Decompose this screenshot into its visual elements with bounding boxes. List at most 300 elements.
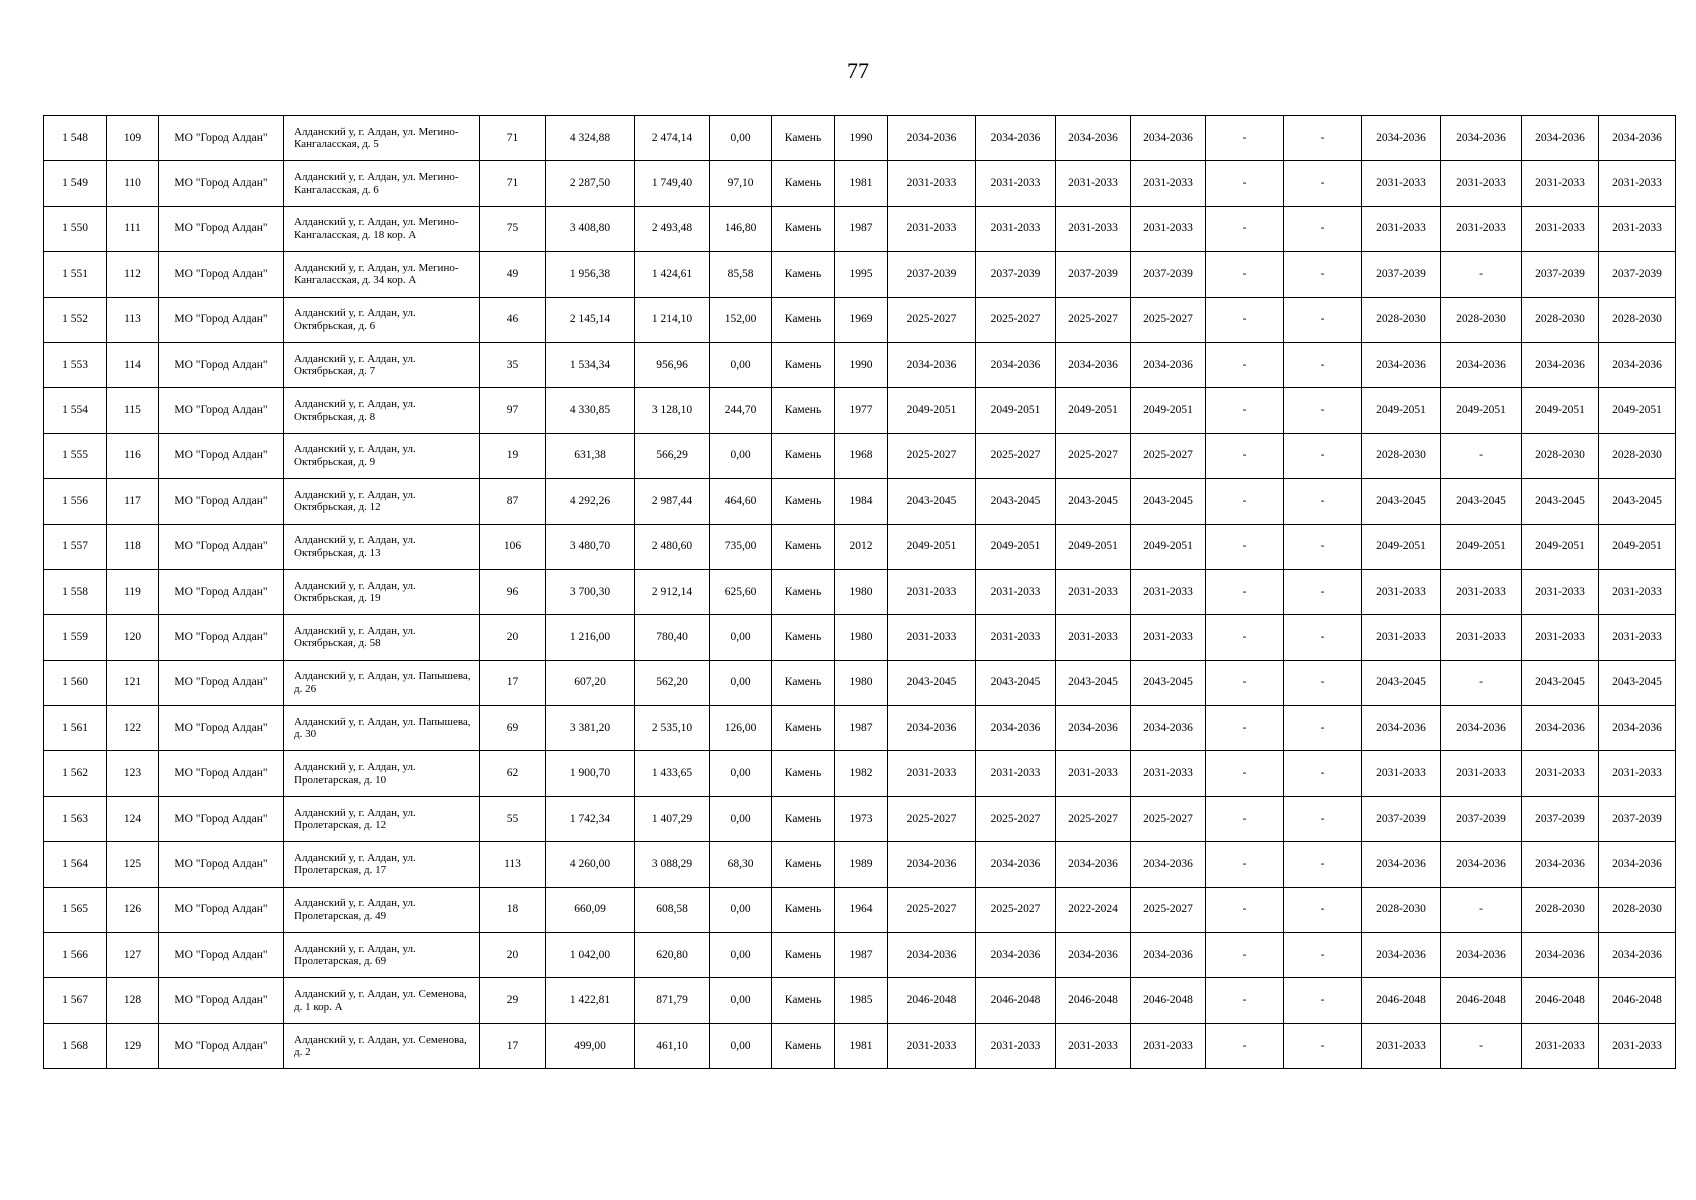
- cell-row-index: 1 552: [44, 297, 107, 342]
- cell-period-2: 2025-2027: [976, 297, 1056, 342]
- table-row: [44, 933, 1676, 978]
- cell-total-area: 2 145,14: [546, 297, 635, 342]
- cell-wall-material: Камень: [772, 297, 835, 342]
- cell-wall-material: Камень: [772, 252, 835, 297]
- cell-period-9: 2031-2033: [1522, 615, 1599, 660]
- cell-period-10: 2034-2036: [1599, 842, 1676, 887]
- table-row: [44, 116, 1676, 161]
- cell-nonresidential-area: 0,00: [710, 615, 772, 660]
- cell-nonresidential-area: 244,70: [710, 388, 772, 433]
- cell-row-index: 1 563: [44, 796, 107, 841]
- cell-period-4: 2034-2036: [1131, 116, 1206, 161]
- cell-build-year: 1987: [835, 706, 888, 751]
- cell-row-number: 110: [107, 161, 159, 206]
- cell-period-1: 2031-2033: [888, 751, 976, 796]
- table-row: [44, 342, 1676, 387]
- cell-nonresidential-area: 0,00: [710, 751, 772, 796]
- cell-period-6: -: [1284, 569, 1362, 614]
- cell-total-area: 1 216,00: [546, 615, 635, 660]
- cell-residents-count: 71: [480, 116, 546, 161]
- cell-living-area: 956,96: [635, 342, 710, 387]
- cell-period-1: 2037-2039: [888, 252, 976, 297]
- page-number: 77: [847, 58, 869, 83]
- cell-period-5: -: [1206, 479, 1284, 524]
- cell-build-year: 1973: [835, 796, 888, 841]
- cell-period-8: 2028-2030: [1441, 297, 1522, 342]
- cell-row-index: 1 555: [44, 433, 107, 478]
- cell-period-3: 2031-2033: [1056, 751, 1131, 796]
- cell-row-number: 127: [107, 933, 159, 978]
- cell-period-5: -: [1206, 978, 1284, 1023]
- cell-living-area: 1 214,10: [635, 297, 710, 342]
- cell-period-5: -: [1206, 887, 1284, 932]
- cell-period-9: 2034-2036: [1522, 116, 1599, 161]
- cell-period-8: 2037-2039: [1441, 796, 1522, 841]
- cell-period-7: 2037-2039: [1362, 796, 1441, 841]
- cell-living-area: 620,80: [635, 933, 710, 978]
- cell-residents-count: 96: [480, 569, 546, 614]
- cell-total-area: 4 292,26: [546, 479, 635, 524]
- cell-residents-count: 69: [480, 706, 546, 751]
- cell-period-1: 2031-2033: [888, 569, 976, 614]
- cell-period-2: 2034-2036: [976, 706, 1056, 751]
- cell-period-3: 2031-2033: [1056, 161, 1131, 206]
- cell-period-7: 2031-2033: [1362, 569, 1441, 614]
- cell-period-6: -: [1284, 978, 1362, 1023]
- cell-nonresidential-area: 126,00: [710, 706, 772, 751]
- cell-municipality: МО "Город Алдан": [159, 1023, 284, 1068]
- cell-period-2: 2025-2027: [976, 433, 1056, 478]
- cell-period-3: 2025-2027: [1056, 796, 1131, 841]
- cell-municipality: МО "Город Алдан": [159, 206, 284, 251]
- cell-period-5: -: [1206, 342, 1284, 387]
- cell-address: Алданский у, г. Алдан, ул. Октябрьская, д. 12: [284, 479, 480, 524]
- cell-period-10: 2028-2030: [1599, 433, 1676, 478]
- cell-nonresidential-area: 152,00: [710, 297, 772, 342]
- cell-build-year: 1980: [835, 569, 888, 614]
- cell-period-2: 2031-2033: [976, 161, 1056, 206]
- cell-period-9: 2031-2033: [1522, 206, 1599, 251]
- cell-wall-material: Камень: [772, 751, 835, 796]
- cell-row-index: 1 548: [44, 116, 107, 161]
- cell-total-area: 1 956,38: [546, 252, 635, 297]
- cell-nonresidential-area: 0,00: [710, 978, 772, 1023]
- cell-period-7: 2034-2036: [1362, 342, 1441, 387]
- table-row: [44, 433, 1676, 478]
- cell-period-3: 2049-2051: [1056, 388, 1131, 433]
- cell-period-6: -: [1284, 796, 1362, 841]
- cell-period-10: 2034-2036: [1599, 342, 1676, 387]
- cell-row-number: 118: [107, 524, 159, 569]
- cell-period-2: 2031-2033: [976, 1023, 1056, 1068]
- cell-build-year: 1987: [835, 206, 888, 251]
- cell-period-5: -: [1206, 161, 1284, 206]
- cell-wall-material: Камень: [772, 206, 835, 251]
- cell-build-year: 1990: [835, 116, 888, 161]
- cell-period-4: 2034-2036: [1131, 842, 1206, 887]
- cell-address: Алданский у, г. Алдан, ул. Пролетарская, д. 49: [284, 887, 480, 932]
- cell-period-1: 2049-2051: [888, 388, 976, 433]
- cell-period-10: 2049-2051: [1599, 388, 1676, 433]
- table-row: [44, 388, 1676, 433]
- cell-row-index: 1 554: [44, 388, 107, 433]
- cell-period-3: 2034-2036: [1056, 842, 1131, 887]
- cell-total-area: 1 422,81: [546, 978, 635, 1023]
- cell-period-1: 2043-2045: [888, 479, 976, 524]
- cell-municipality: МО "Город Алдан": [159, 252, 284, 297]
- cell-wall-material: Камень: [772, 615, 835, 660]
- cell-row-index: 1 549: [44, 161, 107, 206]
- cell-total-area: 1 042,00: [546, 933, 635, 978]
- cell-nonresidential-area: 0,00: [710, 433, 772, 478]
- cell-row-number: 113: [107, 297, 159, 342]
- cell-period-7: 2028-2030: [1362, 297, 1441, 342]
- cell-wall-material: Камень: [772, 569, 835, 614]
- cell-period-6: -: [1284, 524, 1362, 569]
- cell-residents-count: 106: [480, 524, 546, 569]
- cell-total-area: 1 742,34: [546, 796, 635, 841]
- cell-period-1: 2034-2036: [888, 933, 976, 978]
- cell-period-6: -: [1284, 479, 1362, 524]
- table-row: [44, 842, 1676, 887]
- cell-period-5: -: [1206, 1023, 1284, 1068]
- cell-build-year: 1981: [835, 1023, 888, 1068]
- cell-period-10: 2031-2033: [1599, 569, 1676, 614]
- cell-period-10: 2049-2051: [1599, 524, 1676, 569]
- cell-row-number: 112: [107, 252, 159, 297]
- cell-address: Алданский у, г. Алдан, ул. Папышева, д. 30: [284, 706, 480, 751]
- table-row: [44, 252, 1676, 297]
- cell-period-2: 2049-2051: [976, 388, 1056, 433]
- cell-row-number: 109: [107, 116, 159, 161]
- cell-address: Алданский у, г. Алдан, ул. Октябрьская, д. 9: [284, 433, 480, 478]
- cell-address: Алданский у, г. Алдан, ул. Пролетарская, д. 10: [284, 751, 480, 796]
- cell-period-8: -: [1441, 1023, 1522, 1068]
- table-row: [44, 978, 1676, 1023]
- table-row: [44, 1023, 1676, 1068]
- table-row: [44, 660, 1676, 705]
- cell-period-4: 2049-2051: [1131, 388, 1206, 433]
- cell-address: Алданский у, г. Алдан, ул. Семенова, д. 2: [284, 1023, 480, 1068]
- cell-wall-material: Камень: [772, 706, 835, 751]
- cell-row-index: 1 560: [44, 660, 107, 705]
- cell-living-area: 2 987,44: [635, 479, 710, 524]
- cell-nonresidential-area: 0,00: [710, 796, 772, 841]
- cell-period-6: -: [1284, 660, 1362, 705]
- cell-period-7: 2034-2036: [1362, 116, 1441, 161]
- cell-nonresidential-area: 464,60: [710, 479, 772, 524]
- cell-period-9: 2037-2039: [1522, 252, 1599, 297]
- cell-period-7: 2049-2051: [1362, 388, 1441, 433]
- cell-period-8: -: [1441, 252, 1522, 297]
- cell-residents-count: 20: [480, 933, 546, 978]
- cell-nonresidential-area: 85,58: [710, 252, 772, 297]
- cell-period-10: 2043-2045: [1599, 660, 1676, 705]
- cell-address: Алданский у, г. Алдан, ул. Октябрьская, д. 19: [284, 569, 480, 614]
- cell-period-6: -: [1284, 887, 1362, 932]
- cell-nonresidential-area: 0,00: [710, 1023, 772, 1068]
- cell-period-8: 2031-2033: [1441, 751, 1522, 796]
- cell-period-4: 2031-2033: [1131, 206, 1206, 251]
- cell-living-area: 2 474,14: [635, 116, 710, 161]
- cell-period-8: 2034-2036: [1441, 842, 1522, 887]
- cell-period-9: 2043-2045: [1522, 479, 1599, 524]
- cell-period-7: 2028-2030: [1362, 887, 1441, 932]
- cell-period-10: 2028-2030: [1599, 887, 1676, 932]
- cell-period-5: -: [1206, 252, 1284, 297]
- cell-residents-count: 62: [480, 751, 546, 796]
- cell-period-1: 2031-2033: [888, 615, 976, 660]
- cell-period-3: 2034-2036: [1056, 933, 1131, 978]
- cell-residents-count: 20: [480, 615, 546, 660]
- cell-build-year: 1982: [835, 751, 888, 796]
- cell-period-5: -: [1206, 524, 1284, 569]
- cell-address: Алданский у, г. Алдан, ул. Мегино-Кангаласская, д. 6: [284, 161, 480, 206]
- cell-total-area: 4 324,88: [546, 116, 635, 161]
- cell-period-3: 2031-2033: [1056, 615, 1131, 660]
- cell-period-2: 2034-2036: [976, 842, 1056, 887]
- cell-address: Алданский у, г. Алдан, ул. Октябрьская, д. 8: [284, 388, 480, 433]
- cell-living-area: 1 749,40: [635, 161, 710, 206]
- cell-build-year: 1980: [835, 615, 888, 660]
- cell-build-year: 1989: [835, 842, 888, 887]
- cell-period-4: 2034-2036: [1131, 706, 1206, 751]
- table-row: [44, 706, 1676, 751]
- cell-municipality: МО "Город Алдан": [159, 388, 284, 433]
- cell-period-9: 2046-2048: [1522, 978, 1599, 1023]
- cell-period-7: 2034-2036: [1362, 842, 1441, 887]
- cell-period-6: -: [1284, 615, 1362, 660]
- table-row: [44, 524, 1676, 569]
- cell-period-6: -: [1284, 706, 1362, 751]
- cell-period-1: 2043-2045: [888, 660, 976, 705]
- cell-period-4: 2031-2033: [1131, 1023, 1206, 1068]
- cell-wall-material: Камень: [772, 116, 835, 161]
- cell-period-8: 2043-2045: [1441, 479, 1522, 524]
- cell-row-index: 1 559: [44, 615, 107, 660]
- cell-living-area: 1 433,65: [635, 751, 710, 796]
- cell-living-area: 2 535,10: [635, 706, 710, 751]
- cell-period-3: 2043-2045: [1056, 660, 1131, 705]
- cell-municipality: МО "Город Алдан": [159, 706, 284, 751]
- cell-period-8: 2031-2033: [1441, 161, 1522, 206]
- cell-address: Алданский у, г. Алдан, ул. Октябрьская, д. 13: [284, 524, 480, 569]
- cell-wall-material: Камень: [772, 342, 835, 387]
- cell-period-9: 2034-2036: [1522, 933, 1599, 978]
- cell-row-index: 1 551: [44, 252, 107, 297]
- cell-wall-material: Камень: [772, 842, 835, 887]
- cell-total-area: 499,00: [546, 1023, 635, 1068]
- cell-total-area: 4 260,00: [546, 842, 635, 887]
- cell-period-10: 2034-2036: [1599, 706, 1676, 751]
- table-row: [44, 161, 1676, 206]
- cell-period-6: -: [1284, 252, 1362, 297]
- cell-period-9: 2031-2033: [1522, 161, 1599, 206]
- cell-period-2: 2043-2045: [976, 660, 1056, 705]
- table-row: [44, 796, 1676, 841]
- cell-address: Алданский у, г. Алдан, ул. Пролетарская, д. 69: [284, 933, 480, 978]
- cell-residents-count: 75: [480, 206, 546, 251]
- cell-municipality: МО "Город Алдан": [159, 297, 284, 342]
- cell-nonresidential-area: 0,00: [710, 116, 772, 161]
- cell-period-2: 2037-2039: [976, 252, 1056, 297]
- cell-residents-count: 17: [480, 660, 546, 705]
- cell-wall-material: Камень: [772, 479, 835, 524]
- cell-period-9: 2034-2036: [1522, 706, 1599, 751]
- cell-period-9: 2049-2051: [1522, 524, 1599, 569]
- cell-period-9: 2034-2036: [1522, 342, 1599, 387]
- cell-row-index: 1 566: [44, 933, 107, 978]
- cell-period-6: -: [1284, 297, 1362, 342]
- cell-period-5: -: [1206, 388, 1284, 433]
- cell-period-1: 2031-2033: [888, 206, 976, 251]
- cell-address: Алданский у, г. Алдан, ул. Пролетарская, д. 17: [284, 842, 480, 887]
- cell-period-1: 2025-2027: [888, 796, 976, 841]
- cell-municipality: МО "Город Алдан": [159, 887, 284, 932]
- cell-period-6: -: [1284, 933, 1362, 978]
- table-row: [44, 887, 1676, 932]
- cell-period-1: 2034-2036: [888, 116, 976, 161]
- cell-period-1: 2034-2036: [888, 342, 976, 387]
- cell-wall-material: Камень: [772, 933, 835, 978]
- cell-living-area: 2 912,14: [635, 569, 710, 614]
- cell-build-year: 1985: [835, 978, 888, 1023]
- cell-row-number: 114: [107, 342, 159, 387]
- cell-period-7: 2028-2030: [1362, 433, 1441, 478]
- cell-row-number: 129: [107, 1023, 159, 1068]
- cell-row-number: 115: [107, 388, 159, 433]
- table-row: [44, 479, 1676, 524]
- cell-period-3: 2022-2024: [1056, 887, 1131, 932]
- cell-period-7: 2037-2039: [1362, 252, 1441, 297]
- cell-address: Алданский у, г. Алдан, ул. Октябрьская, д. 58: [284, 615, 480, 660]
- cell-period-9: 2031-2033: [1522, 1023, 1599, 1068]
- cell-period-7: 2031-2033: [1362, 751, 1441, 796]
- cell-period-6: -: [1284, 161, 1362, 206]
- cell-period-2: 2031-2033: [976, 615, 1056, 660]
- cell-period-8: -: [1441, 660, 1522, 705]
- cell-period-6: -: [1284, 1023, 1362, 1068]
- cell-nonresidential-area: 146,80: [710, 206, 772, 251]
- cell-period-4: 2031-2033: [1131, 751, 1206, 796]
- cell-period-1: 2049-2051: [888, 524, 976, 569]
- cell-row-number: 117: [107, 479, 159, 524]
- cell-period-10: 2031-2033: [1599, 161, 1676, 206]
- cell-period-9: 2031-2033: [1522, 751, 1599, 796]
- cell-period-7: 2049-2051: [1362, 524, 1441, 569]
- cell-period-9: 2028-2030: [1522, 433, 1599, 478]
- cell-row-number: 120: [107, 615, 159, 660]
- cell-period-1: 2025-2027: [888, 433, 976, 478]
- cell-address: Алданский у, г. Алдан, ул. Октябрьская, д. 7: [284, 342, 480, 387]
- cell-residents-count: 55: [480, 796, 546, 841]
- cell-period-2: 2046-2048: [976, 978, 1056, 1023]
- cell-period-5: -: [1206, 433, 1284, 478]
- cell-period-4: 2043-2045: [1131, 479, 1206, 524]
- cell-nonresidential-area: 0,00: [710, 660, 772, 705]
- cell-period-7: 2046-2048: [1362, 978, 1441, 1023]
- cell-period-5: -: [1206, 933, 1284, 978]
- cell-living-area: 562,20: [635, 660, 710, 705]
- cell-municipality: МО "Город Алдан": [159, 842, 284, 887]
- cell-wall-material: Камень: [772, 433, 835, 478]
- cell-period-3: 2031-2033: [1056, 206, 1131, 251]
- cell-row-index: 1 561: [44, 706, 107, 751]
- cell-period-5: -: [1206, 751, 1284, 796]
- cell-total-area: 3 381,20: [546, 706, 635, 751]
- cell-period-7: 2031-2033: [1362, 1023, 1441, 1068]
- cell-total-area: 4 330,85: [546, 388, 635, 433]
- table-row: [44, 751, 1676, 796]
- cell-period-10: 2043-2045: [1599, 479, 1676, 524]
- cell-period-5: -: [1206, 842, 1284, 887]
- cell-address: Алданский у, г. Алдан, ул. Семенова, д. 1 кор. А: [284, 978, 480, 1023]
- cell-period-6: -: [1284, 751, 1362, 796]
- cell-period-8: 2034-2036: [1441, 116, 1522, 161]
- cell-build-year: 1969: [835, 297, 888, 342]
- table-row: [44, 569, 1676, 614]
- cell-total-area: 3 408,80: [546, 206, 635, 251]
- cell-municipality: МО "Город Алдан": [159, 116, 284, 161]
- cell-row-index: 1 556: [44, 479, 107, 524]
- cell-row-number: 111: [107, 206, 159, 251]
- cell-row-number: 125: [107, 842, 159, 887]
- cell-period-4: 2025-2027: [1131, 297, 1206, 342]
- cell-build-year: 1968: [835, 433, 888, 478]
- cell-period-10: 2031-2033: [1599, 751, 1676, 796]
- cell-wall-material: Камень: [772, 524, 835, 569]
- cell-period-2: 2049-2051: [976, 524, 1056, 569]
- cell-period-8: 2034-2036: [1441, 706, 1522, 751]
- cell-period-7: 2034-2036: [1362, 706, 1441, 751]
- cell-period-6: -: [1284, 116, 1362, 161]
- cell-period-5: -: [1206, 116, 1284, 161]
- cell-period-1: 2034-2036: [888, 842, 976, 887]
- cell-period-9: 2028-2030: [1522, 887, 1599, 932]
- cell-period-5: -: [1206, 206, 1284, 251]
- cell-municipality: МО "Город Алдан": [159, 796, 284, 841]
- cell-nonresidential-area: 97,10: [710, 161, 772, 206]
- cell-municipality: МО "Город Алдан": [159, 433, 284, 478]
- cell-period-7: 2034-2036: [1362, 933, 1441, 978]
- cell-build-year: 2012: [835, 524, 888, 569]
- cell-municipality: МО "Город Алдан": [159, 342, 284, 387]
- cell-row-number: 128: [107, 978, 159, 1023]
- cell-period-3: 2034-2036: [1056, 342, 1131, 387]
- cell-period-6: -: [1284, 342, 1362, 387]
- cell-wall-material: Камень: [772, 388, 835, 433]
- cell-period-2: 2034-2036: [976, 342, 1056, 387]
- cell-period-9: 2028-2030: [1522, 297, 1599, 342]
- cell-period-1: 2031-2033: [888, 1023, 976, 1068]
- cell-municipality: МО "Город Алдан": [159, 161, 284, 206]
- cell-row-index: 1 565: [44, 887, 107, 932]
- cell-period-2: 2031-2033: [976, 206, 1056, 251]
- cell-period-10: 2034-2036: [1599, 116, 1676, 161]
- cell-row-index: 1 557: [44, 524, 107, 569]
- cell-period-6: -: [1284, 433, 1362, 478]
- cell-row-number: 126: [107, 887, 159, 932]
- cell-period-2: 2034-2036: [976, 933, 1056, 978]
- cell-period-8: 2034-2036: [1441, 933, 1522, 978]
- cell-row-number: 119: [107, 569, 159, 614]
- cell-period-4: 2031-2033: [1131, 569, 1206, 614]
- cell-row-number: 124: [107, 796, 159, 841]
- cell-period-5: -: [1206, 615, 1284, 660]
- cell-total-area: 2 287,50: [546, 161, 635, 206]
- cell-nonresidential-area: 68,30: [710, 842, 772, 887]
- cell-period-4: 2034-2036: [1131, 933, 1206, 978]
